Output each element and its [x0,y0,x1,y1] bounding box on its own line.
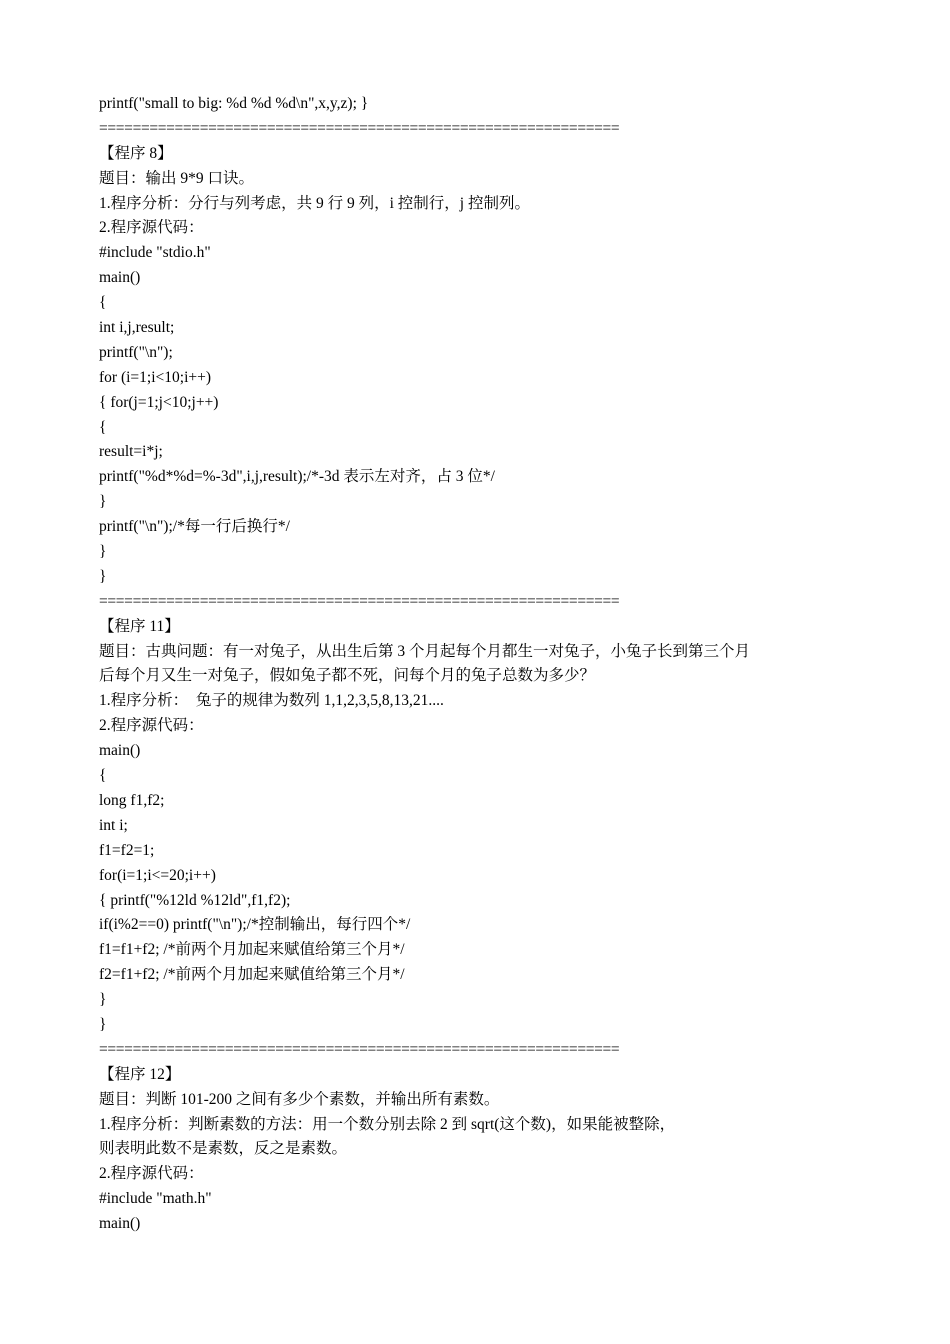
code-line: f1=f2=1; [99,841,155,859]
code-line: } [99,567,107,585]
code-line: } [99,991,107,1009]
text-line: 后每个月又生一对兔子，假如兔子都不死，问每个月的兔子总数为多少？ [99,667,596,685]
code-line: printf("%d*%d=%-3d",i,j,result);/*-3d 表示左对齐，占 3 位*/ [99,468,495,486]
text-line: 题目：输出 9*9 口诀。 [99,169,255,187]
code-line: { [99,294,107,312]
code-line: #include "math.h" [99,1190,212,1208]
code-line: } [99,543,107,561]
code-line: printf("small to big: %d %d %d\n",x,y,z); } [99,95,369,112]
code-line: #include "stdio.h" [99,244,211,262]
code-line: for(i=1;i<=20;i++) [99,866,216,884]
separator-line: ============================================================== [99,592,620,610]
code-line: main() [99,742,141,760]
text-line: 则表明此数不是素数，反之是素数。 [99,1140,348,1158]
code-line: printf("\n");/*每一行后换行*/ [99,518,290,536]
text-line: 2.程序源代码： [99,1165,204,1183]
program-heading: 【程序 12】 [99,1065,181,1083]
code-line: main() [99,1215,141,1233]
code-line: { [99,767,107,785]
program-heading: 【程序 11】 [99,617,180,635]
code-line: f2=f1+f2; /*前两个月加起来赋值给第三个月*/ [99,966,405,984]
code-line: long f1,f2; [99,791,165,809]
separator-line: ============================================================== [99,1040,620,1058]
code-line: } [99,1015,107,1033]
code-line: int i; [99,816,128,834]
text-line: 题目：古典问题：有一对兔子，从出生后第 3 个月起每个月都生一对兔子，小兔子长到第三个月 [99,642,751,660]
code-line: if(i%2==0) printf("\n");/*控制输出，每行四个*/ [99,916,411,934]
code-line: f1=f1+f2; /*前两个月加起来赋值给第三个月*/ [99,941,405,959]
code-line: } [99,493,107,511]
text-line: 1.程序分析：判断素数的方法：用一个数分别去除 2 到 sqrt(这个数)，如果能被整除， [99,1115,676,1133]
text-line: 题目：判断 101-200 之间有多少个素数，并输出所有素数。 [99,1090,500,1108]
program-heading: 【程序 8】 [99,144,173,162]
code-line: { for(j=1;j<10;j++) [99,393,219,411]
text-line: 1.程序分析： 兔子的规律为数列 1,1,2,3,5,8,13,21.... [99,692,444,710]
separator-line: ============================================================== [99,119,620,137]
code-line: int i,j,result; [99,319,175,337]
text-line: 2.程序源代码： [99,219,204,237]
text-line: 1.程序分析：分行与列考虑，共 9 行 9 列，i 控制行，j 控制列。 [99,194,530,212]
code-line: for (i=1;i<10;i++) [99,368,212,386]
text-line: 2.程序源代码： [99,717,204,735]
code-line: main() [99,269,141,287]
code-line: result=i*j; [99,443,163,461]
code-line: { printf("%12ld %12ld",f1,f2); [99,891,291,909]
code-line: { [99,418,107,436]
code-line: printf("\n"); [99,343,173,361]
document-body [99,92,859,1237]
